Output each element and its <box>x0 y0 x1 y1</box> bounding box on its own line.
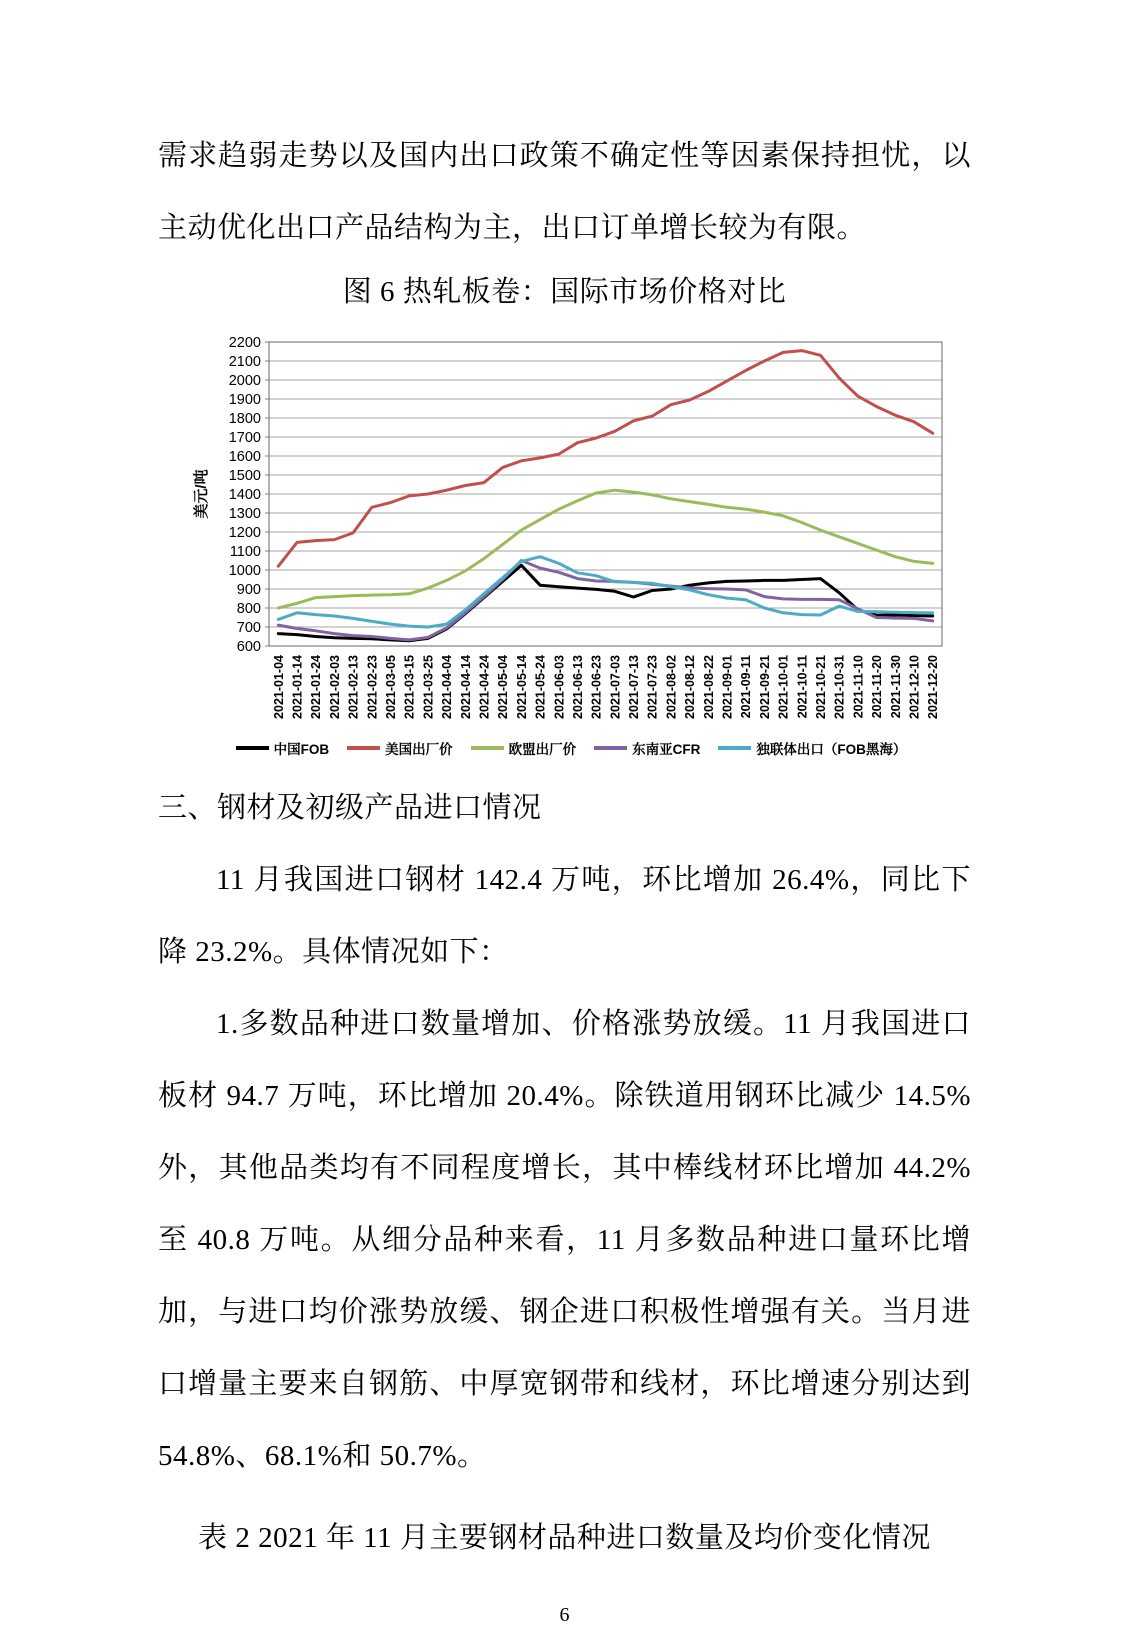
price-comparison-chart <box>190 320 952 762</box>
x-tick-label: 2021-05-24 <box>533 655 548 719</box>
y-tick-label: 1800 <box>228 411 261 427</box>
y-tick-label: 1300 <box>228 506 261 522</box>
y-tick-label: 1500 <box>228 468 261 484</box>
legend-item-4 <box>718 738 906 758</box>
x-tick-label: 2021-02-03 <box>327 655 342 719</box>
x-tick-label: 2021-08-12 <box>683 655 698 719</box>
y-tick-label: 2100 <box>228 354 261 370</box>
page-number: 6 <box>559 1604 570 1626</box>
series-line-0 <box>278 565 932 640</box>
x-tick-label: 2021-10-31 <box>832 655 847 719</box>
figure-caption: 图 6 热轧板卷：国际市场价格对比 <box>342 276 787 308</box>
x-tick-label: 2021-08-02 <box>664 655 679 719</box>
x-tick-label: 2021-04-14 <box>458 655 473 719</box>
x-tick-label: 2021-01-04 <box>271 655 286 719</box>
legend-label: 东南亚CFR <box>632 742 701 757</box>
y-tick-label: 1400 <box>228 487 261 503</box>
legend-item-3 <box>594 738 700 758</box>
x-tick-label: 2021-02-23 <box>365 655 380 719</box>
x-tick-label: 2021-06-13 <box>570 655 585 719</box>
x-tick-label: 2021-05-04 <box>496 655 511 719</box>
x-tick-label: 2021-10-01 <box>776 655 791 719</box>
x-tick-label: 2021-08-22 <box>701 655 716 719</box>
x-tick-label: 2021-07-23 <box>645 655 660 719</box>
y-tick-label: 900 <box>236 582 261 598</box>
x-tick-label: 2021-12-20 <box>926 655 941 719</box>
chart-legend <box>190 734 952 762</box>
legend-swatch <box>594 746 627 750</box>
series-line-3 <box>278 561 932 640</box>
legend-item-0 <box>236 738 330 758</box>
legend-label: 独联体出口（FOB黑海） <box>756 742 907 757</box>
legend-label: 中国FOB <box>273 742 330 757</box>
y-tick-label: 2000 <box>228 373 261 389</box>
x-tick-label: 2021-11-10 <box>851 655 866 719</box>
x-tick-label: 2021-02-13 <box>346 655 361 719</box>
chart-plot-area <box>190 320 952 734</box>
x-tick-label: 2021-06-03 <box>552 655 567 719</box>
section-heading: 三、钢材及初级产品进口情况 <box>158 792 542 824</box>
x-tick-label: 2021-03-15 <box>402 655 417 719</box>
x-tick-label: 2021-09-01 <box>720 655 735 719</box>
legend-item-1 <box>347 738 453 758</box>
y-tick-label: 1600 <box>228 449 261 465</box>
y-tick-label: 1100 <box>229 544 261 560</box>
legend-label: 美国出厂价 <box>385 742 453 757</box>
legend-swatch <box>471 746 504 750</box>
x-tick-label: 2021-04-24 <box>477 655 492 719</box>
x-tick-label: 2021-04-04 <box>440 655 455 719</box>
x-tick-label: 2021-09-21 <box>757 655 772 719</box>
x-tick-label: 2021-11-20 <box>870 655 885 719</box>
x-tick-label: 2021-03-25 <box>421 655 436 719</box>
legend-item-2 <box>471 738 577 758</box>
x-tick-label: 2021-01-14 <box>290 655 305 719</box>
x-tick-label: 2021-01-24 <box>309 655 324 719</box>
x-tick-label: 2021-11-30 <box>888 655 903 719</box>
legend-swatch <box>718 746 751 750</box>
x-tick-label: 2021-10-21 <box>813 655 828 719</box>
x-tick-label: 2021-09-11 <box>739 655 754 719</box>
paragraph-imports: 11 月我国进口钢材 142.4 万吨，环比增加 26.4%，同比下降 23.2%。具体情况如下： <box>158 864 971 968</box>
x-tick-label: 2021-05-14 <box>514 655 529 719</box>
y-tick-label: 2200 <box>228 335 261 351</box>
x-tick-label: 2021-06-23 <box>589 655 604 719</box>
x-tick-label: 2021-12-10 <box>907 655 922 719</box>
table-caption: 表 2 2021 年 11 月主要钢材品种进口数量及均价变化情况 <box>198 1522 931 1554</box>
legend-swatch <box>236 746 269 750</box>
y-tick-label: 600 <box>236 639 261 655</box>
y-tick-label: 700 <box>236 620 261 636</box>
y-tick-label: 1700 <box>228 430 261 446</box>
intro-paragraph: 需求趋弱走势以及国内出口政策不确定性等因素保持担忧，以主动优化出口产品结构为主，出口订单增长较为有限。 <box>158 140 971 244</box>
x-tick-label: 2021-07-13 <box>627 655 642 719</box>
x-tick-label: 2021-07-03 <box>608 655 623 719</box>
y-tick-label: 1000 <box>228 563 261 579</box>
paragraph-import-detail: 1.多数品种进口数量增加、价格涨势放缓。11 月我国进口板材 94.7 万吨，环比增加 20.4%。除铁道用钢环比减少 14.5%外，其他品类均有不同程度增长，其中棒线材环比增加 44.2%至 40.8 万吨。从细分品种来看，11 月多数品种进口量环比增加，与进口均价涨势放缓、钢企进口积极性增强有关。当月进口增量主要来自钢筋、中厚宽钢带和线材，环比增速分别达到 54.8%、68.1%和 50.7%。 <box>158 1008 971 1472</box>
x-tick-label: 2021-03-05 <box>384 655 399 719</box>
y-axis-title: 美元/吨 <box>193 469 210 519</box>
legend-swatch <box>347 746 380 750</box>
y-tick-label: 1200 <box>228 525 261 541</box>
y-tick-label: 800 <box>236 601 261 617</box>
y-tick-label: 1900 <box>228 392 261 408</box>
x-tick-label: 2021-10-11 <box>795 655 810 719</box>
legend-label: 欧盟出厂价 <box>508 742 577 757</box>
